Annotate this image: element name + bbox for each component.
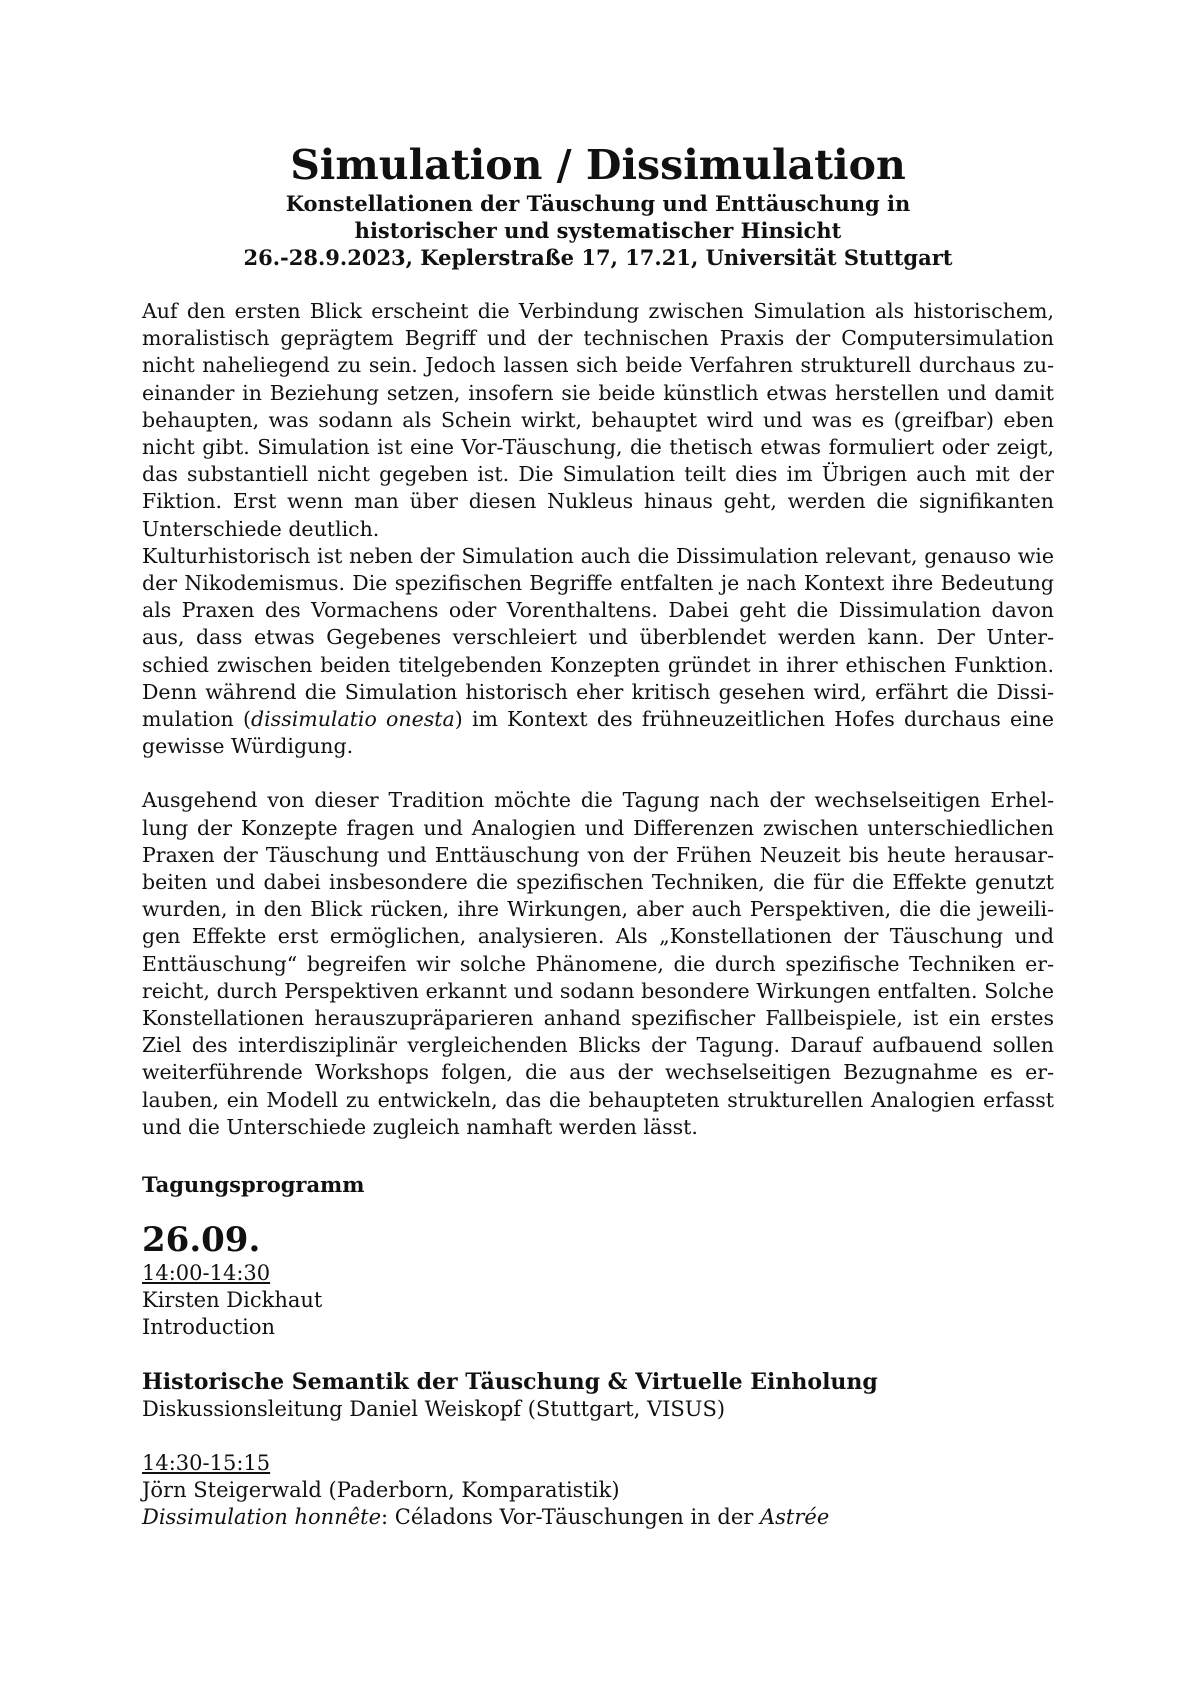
subtitle-line-2: historischer und systematischer Hinsicht — [354, 218, 842, 243]
session-chair: Diskussionsleitung Daniel Weiskopf (Stuttgart, VISUS) — [142, 1397, 726, 1422]
slot-1-time-text: 14:00-14:30 — [142, 1261, 271, 1286]
slot-2-speaker: Jörn Steigerwald (Paderborn, Komparatistik) — [142, 1478, 620, 1503]
slot-1-time — [142, 1260, 1054, 1287]
slot-2-title-emphasis-1: Dissimulation honnête — [142, 1505, 382, 1530]
session-title: Historische Semantik der Täuschung & Virtuelle Einholung — [142, 1369, 878, 1396]
event-date-location: 26.-28.9.2023, Keplerstraße 17, 17.21, Universität Stuttgart — [243, 245, 953, 270]
slot-2-title-middle: : Céladons Vor-Täuschungen in der — [381, 1505, 760, 1530]
program-heading: Tagungsprogramm — [142, 1172, 365, 1198]
paragraph-2-text-a: Kulturhistorisch ist neben der Simulation auch die Dissimulation relevant, genauso wie der Nikodemismus. Die spezifischen Begriffe entfalten je nach Kontext ihre Bedeutung als Praxen des Vormachens oder Vorenthaltens. Dabei geht die Dissimulation davon aus, dass etwas Gegebenes verschleiert und überblendet werden kann. Der Unterschied zwischen beiden titelgebenden Konzepten gründet in ihrer ethischen Funktion. Denn während die Simulation historisch eher kritisch gesehen wird, erfährt die Dissimulation ( — [142, 543, 1054, 732]
intro-paragraph-3: Ausgehend von dieser Tradition möchte die Tagung nach der wechselseitigen Erhellung der Konzepte fragen und Analogien und Differenzen zwischen unterschiedlichen Praxen der Täuschung und Enttäuschung von der Frühen Neuzeit bis heute herausarbeiten und dabei insbesondere die spezifischen Techniken, die für die Effekte genutzt wurden, in den Blick rücken, ihre Wirkungen, aber auch Perspektiven, die die jeweiligen Effekte erst ermöglichen, analysieren. Als „Konstellationen der Täuschung und Enttäuschung“ begreifen wir solche Phänomene, die durch spezifische Techniken erreicht, durch Perspektiven erkannt und sodann besondere Wirkungen entfalten. Solche Konstellationen herauszupräparieren anhand spezifischer Fallbeispiele, ist ein erstes Ziel des interdisziplinär vergleichenden Blicks der Tagung. Darauf aufbauend sollen weiterführende Workshops folgen, die aus der wechselseitigen Bezugnahme es erlauben, ein Modell zu entwickeln, das die behaupteten strukturellen Analogien erfasst und die Unterschiede zugleich namhaft werden lässt. — [142, 788, 1054, 1139]
slot-2-time — [142, 1450, 1054, 1477]
slot-1-title: Introduction — [142, 1315, 275, 1340]
document-title: Simulation / Dissimulation — [290, 141, 906, 189]
slot-1-speaker: Kirsten Dickhaut — [142, 1288, 323, 1313]
document-page — [142, 140, 1054, 1531]
intro-paragraph-1: Auf den ersten Blick erscheint die Verbindung zwischen Simulation als historischem, moralistisch geprägtem Begriff und der technischen Praxis der Computersimulation nicht naheliegend zu sein. Jedoch lassen sich beide Verfahren strukturell durchaus zueinander in Beziehung setzen, insofern sie beide künstlich etwas herstellen und damit behaupten, was sodann als Schein wirkt, behauptet wird und was es (greifbar) eben nicht gibt. Simulation ist eine Vor-Täuschung, die thetisch etwas formuliert oder zeigt, das substantiell nicht gegeben ist. Die Simulation teilt dies im Übrigen auch mit der Fiktion. Erst wenn man über diesen Nukleus hinaus geht, werden die signifikanten Unterschiede deutlich. — [142, 299, 1054, 541]
day-heading: 26.09. — [142, 1220, 261, 1261]
paragraph-2-text-b: ) im Kontext des frühneuzeitlichen Hofes durchaus eine gewisse Würdigung. — [142, 707, 1054, 759]
paragraph-2-emphasis: dissimulatio onesta — [251, 707, 455, 732]
slot-2-title-emphasis-2: Astrée — [759, 1505, 830, 1530]
slot-2-title — [142, 1504, 1054, 1531]
intro-paragraph-2 — [142, 543, 1054, 761]
subtitle-line-1: Konstellationen der Täuschung und Enttäuschung in — [285, 191, 911, 216]
slot-2-time-text: 14:30-15:15 — [142, 1451, 271, 1476]
